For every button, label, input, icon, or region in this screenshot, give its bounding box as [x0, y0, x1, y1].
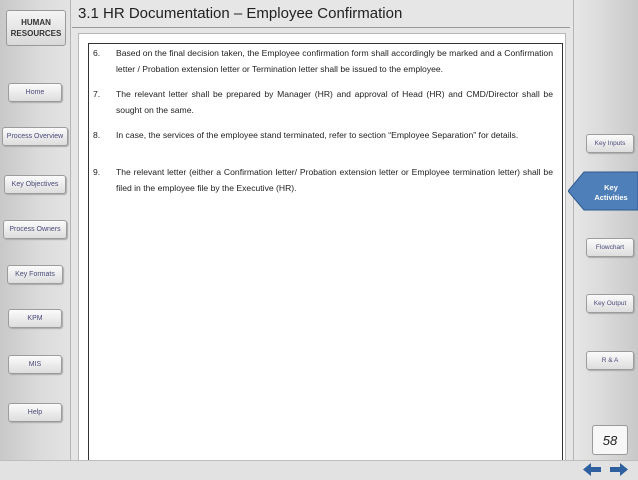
activities-box [88, 43, 563, 462]
key-activities-tab[interactable] [568, 170, 638, 212]
previous-arrow-icon[interactable] [583, 463, 601, 476]
item-number: 8. [93, 130, 101, 140]
item-text: The relevant letter shall be prepared by Manager (HR) and approval of Head (HR) and CMD/Director shall be sought on the same. [116, 89, 553, 115]
nav-help-button[interactable]: Help [8, 403, 62, 422]
nav-process-overview-button[interactable]: Process Overview [2, 127, 68, 146]
nav-key-objectives-button[interactable]: Key Objectives [4, 175, 66, 194]
item-number: 9. [93, 167, 101, 177]
flowchart-button[interactable]: Flowchart [586, 238, 634, 257]
page-number: 58 [592, 425, 628, 455]
content-area [78, 33, 566, 467]
nav-key-formats-button[interactable]: Key Formats [7, 265, 63, 284]
item-text: Based on the final decision taken, the Employee confirmation form shall accordingly be marked and a Confirmation letter / Probation extension letter or Termination letter shall be issued to the employee. [116, 48, 553, 74]
nav-kpm-button[interactable]: KPM [8, 309, 62, 328]
key-output-button[interactable]: Key Output [586, 294, 634, 313]
brand-logo: HUMAN RESOURCES [6, 10, 66, 46]
nav-mis-button[interactable]: MIS [8, 355, 62, 374]
next-arrow-icon[interactable] [610, 463, 628, 476]
item-number: 7. [93, 89, 101, 99]
header-divider [72, 27, 570, 28]
key-activities-label: Key Activities [594, 183, 628, 202]
page-title: 3.1 HR Documentation – Employee Confirmation [78, 5, 403, 22]
item-text: In case, the services of the employee stand terminated, refer to section “Employee Separation” for details. [116, 130, 519, 140]
nav-home-button[interactable]: Home [8, 83, 62, 102]
nav-process-owners-button[interactable]: Process Owners [3, 220, 67, 239]
right-sidebar [573, 0, 638, 460]
key-inputs-button[interactable]: Key Inputs [586, 134, 634, 153]
bottom-bar [0, 460, 638, 480]
r-and-a-button[interactable]: R & A [586, 351, 634, 370]
item-text: The relevant letter (either a Confirmation letter/ Probation extension letter or Employee termination letter) shall be filed in the employee file by the Executive (HR). [116, 167, 553, 193]
item-number: 6. [93, 48, 101, 58]
